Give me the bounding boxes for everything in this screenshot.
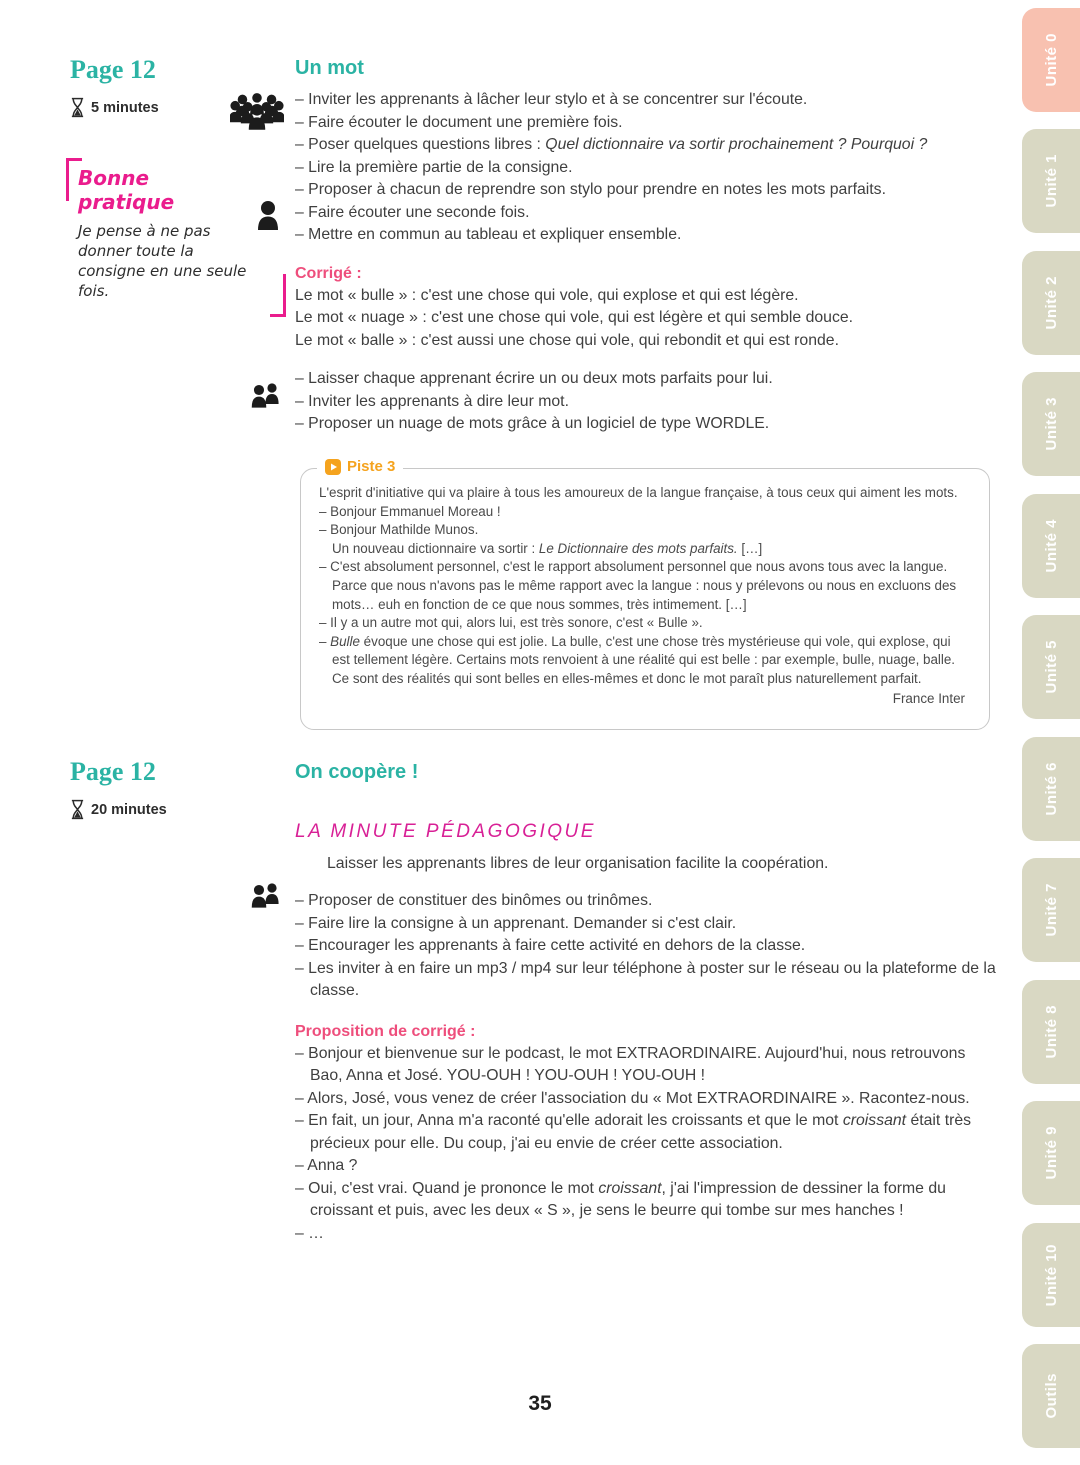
list-item [295, 179, 997, 202]
corrige-line: Le mot « bulle » : c'est une chose qui vole, qui explose et qui est légère. [295, 286, 799, 304]
tab-label: Unité 0 [1042, 33, 1060, 87]
duration-row [70, 799, 270, 820]
pair-work-icon [248, 382, 284, 410]
good-practice-title: Bonne pratique [78, 166, 175, 214]
transcript-line [319, 503, 969, 522]
unit-tabs [1022, 0, 1080, 1465]
text-segment: […] [737, 540, 763, 556]
tab-label: Unité 6 [1042, 762, 1060, 816]
good-practice-box [70, 162, 254, 301]
audio-transcript-box [300, 458, 990, 730]
section-on-coopere [295, 760, 997, 1245]
text-segment: – Alors, José, vous venez de créer l'association du « Mot EXTRAORDINAIRE ». Racontez-nous. [295, 1089, 970, 1107]
corner-bracket-bottom-right [270, 274, 286, 317]
tab-label: Unité 7 [1042, 883, 1060, 937]
list-item [295, 1088, 997, 1111]
list-item: – Faire lire la consigne à un apprenant. Demander si c'est clair. [295, 914, 737, 932]
margin-block-2 [70, 758, 270, 820]
list-item [295, 112, 997, 135]
text-segment-italic: Bulle [330, 633, 360, 649]
tab-unite-2[interactable] [1022, 251, 1080, 355]
text-segment: – Poser quelques questions libres : [295, 136, 546, 153]
tab-label: Unité 9 [1042, 1126, 1060, 1180]
list-item [295, 1155, 997, 1178]
corrige-label: Corrigé : [295, 264, 362, 282]
piste-label-row [317, 458, 403, 475]
tab-label: Unité 5 [1042, 640, 1060, 694]
text-segment: – C'est absolument personnel, c'est le rapport absolument personnel que nous avons tous avec la langue. Parce que nous n'avons pas le même rapport avec la langue : nous y prélevons ou nous en excluons des mots… euh en fonction de ce que nous sommes, très intimement. […] [319, 559, 957, 612]
section-title-on-coopere: On coopère ! [295, 761, 419, 783]
pair-work-icon [248, 882, 284, 910]
hourglass-icon [70, 799, 85, 820]
text-segment: – Bonjour Emmanuel Moreau ! [319, 503, 501, 519]
tab-unite-7[interactable] [1022, 858, 1080, 962]
minute-pedagogique-title: LA MINUTE PÉDAGOGIQUE [295, 821, 596, 842]
list-item [295, 1178, 997, 1223]
page-ref-heading: Page 12 [70, 55, 156, 84]
list-item [295, 224, 997, 247]
text-segment-italic: Le Dictionnaire des mots parfaits. [538, 540, 738, 556]
class-group-icon [230, 92, 284, 136]
text-segment: – … [295, 1224, 324, 1242]
tab-unite-9[interactable] [1022, 1101, 1080, 1205]
tab-unite-0[interactable] [1022, 8, 1080, 112]
tab-outils[interactable] [1022, 1344, 1080, 1448]
text-segment: – Lire la première partie de la consigne. [295, 158, 573, 176]
tab-label: Unité 1 [1042, 154, 1060, 208]
text-segment: – Il y a un autre mot qui, alors lui, est très sonore, c'est « Bulle ». [319, 615, 703, 631]
duration-label: 5 minutes [91, 99, 159, 116]
proposition-block [295, 1020, 997, 1246]
transcript-credit: France Inter [892, 690, 965, 706]
text-segment: – [319, 633, 331, 649]
tab-label: Unité 3 [1042, 397, 1060, 451]
minute-pedagogique-text: Laisser les apprenants libres de leur organisation facilite la coopération. [327, 855, 829, 872]
bullet-list-un-mot [295, 89, 997, 247]
corrige-block [295, 262, 997, 353]
list-item: – Les inviter à en faire un mp3 / mp4 sur leur téléphone à poster sur le réseau ou la plateforme de la classe. [295, 959, 996, 999]
tab-unite-8[interactable] [1022, 980, 1080, 1084]
text-segment: Un nouveau dictionnaire va sortir : [332, 540, 539, 556]
section-un-mot [295, 56, 997, 436]
text-segment: – Anna ? [295, 1157, 358, 1174]
text-segment: L'esprit d'initiative qui va plaire à tous les amoureux de la langue française, à tous ceux qui aiment les mots. [319, 485, 958, 500]
list-item [295, 157, 997, 180]
individual-icon [256, 200, 280, 232]
list-item [295, 1110, 997, 1155]
text-segment: – Faire écouter le document une première fois. [295, 113, 623, 131]
list-item [295, 134, 997, 157]
list-item: – Proposer un nuage de mots grâce à un logiciel de type WORDLE. [295, 415, 770, 432]
page-ref-heading: Page 12 [70, 757, 156, 786]
corrige-line: Le mot « balle » : c'est aussi une chose qui vole, qui rebondit et qui est ronde. [295, 331, 839, 349]
text-segment-italic: croissant [598, 1179, 662, 1197]
list-item: – Proposer de constituer des binômes ou trinômes. [295, 892, 653, 909]
proposition-label: Proposition de corrigé : [295, 1022, 476, 1040]
text-segment: – En fait, un jour, Anna m'a raconté qu'elle adorait les croissants et que le mot [295, 1112, 843, 1129]
tab-unite-6[interactable] [1022, 737, 1080, 841]
corner-bracket-top-left [66, 158, 82, 201]
tab-unite-3[interactable] [1022, 372, 1080, 476]
hourglass-icon [70, 97, 85, 118]
tab-unite-1[interactable] [1022, 129, 1080, 233]
piste-label: Piste 3 [347, 458, 396, 475]
text-segment: – Oui, c'est vrai. Quand je prononce le mot [295, 1179, 599, 1197]
text-segment: – Inviter les apprenants à lâcher leur stylo et à se concentrer sur l'écoute. [295, 91, 808, 108]
tab-label: Unité 2 [1042, 276, 1060, 330]
text-segment: – Bonjour Mathilde Munos. [319, 522, 479, 538]
transcript-line [319, 633, 969, 689]
tab-label: Outils [1042, 1373, 1060, 1419]
page-number: 35 [528, 1392, 552, 1415]
text-segment: – Faire écouter une seconde fois. [295, 203, 530, 221]
bullet-list-cooperation [295, 890, 997, 1003]
good-practice-text: Je pense à ne pas donner toute la consigne en une seule fois. [78, 222, 247, 300]
list-item: – Encourager les apprenants à faire cette activité en dehors de la classe. [295, 937, 806, 954]
tab-unite-4[interactable] [1022, 494, 1080, 598]
play-icon [325, 459, 341, 475]
text-segment: était très précieux pour elle. Du coup, j'ai eu envie de créer cette association. [310, 1112, 972, 1152]
text-segment: – Mettre en commun au tableau et expliquer ensemble. [295, 226, 682, 243]
transcript-line [319, 540, 969, 559]
list-item [295, 89, 997, 112]
tab-label: Unité 8 [1042, 1005, 1060, 1059]
text-segment: évoque une chose qui est jolie. La bulle, c'est une chose très mystérieuse qui vole, qui explose, qui est tellement légère. Certains mots renvoient à une réalité qui est belle : par exemple, bulle, nuage, balle. Ce sont des réalités qui sont belles en elles-mêmes et donc le mot paraît plus naturellement parfait. [332, 633, 956, 686]
text-segment: – Bonjour et bienvenue sur le podcast, le mot EXTRAORDINAIRE. Aujourd'hui, nous retrouvons Bao, Anna et José. YOU-OUH ! YOU-OUH ! YOU-OUH ! [295, 1044, 966, 1084]
tab-label: Unité 10 [1042, 1243, 1060, 1307]
duration-label: 20 minutes [91, 801, 167, 818]
list-item: – Laisser chaque apprenant écrire un ou deux mots parfaits pour lui. [295, 370, 773, 387]
corrige-line: Le mot « nuage » : c'est une chose qui vole, qui est légère et qui semble douce. [295, 309, 854, 326]
text-segment-italic: Quel dictionnaire va sortir prochainement ? Pourquoi ? [545, 136, 928, 153]
transcript-line [319, 614, 969, 633]
list-item: – Inviter les apprenants à dire leur mot. [295, 392, 569, 410]
tab-unite-5[interactable] [1022, 615, 1080, 719]
text-segment: , j'ai l'impression de dessiner la forme du croissant et puis, avec les deux « S », je sens le beurre qui tombe sur mes hanches ! [310, 1179, 946, 1219]
text-segment: – Proposer à chacun de reprendre son stylo pour prendre en notes les mots parfaits. [295, 181, 886, 198]
transcript-line [319, 558, 969, 614]
text-segment-italic: croissant [842, 1112, 907, 1129]
list-item [295, 1223, 997, 1246]
bullet-list-pair-work [295, 368, 997, 436]
tab-unite-10[interactable] [1022, 1223, 1080, 1327]
list-item [295, 1043, 997, 1088]
section-title-un-mot: Un mot [295, 57, 364, 79]
tab-label: Unité 4 [1042, 519, 1060, 573]
transcript-line [319, 484, 969, 503]
transcript-line [319, 521, 969, 540]
list-item [295, 202, 997, 225]
